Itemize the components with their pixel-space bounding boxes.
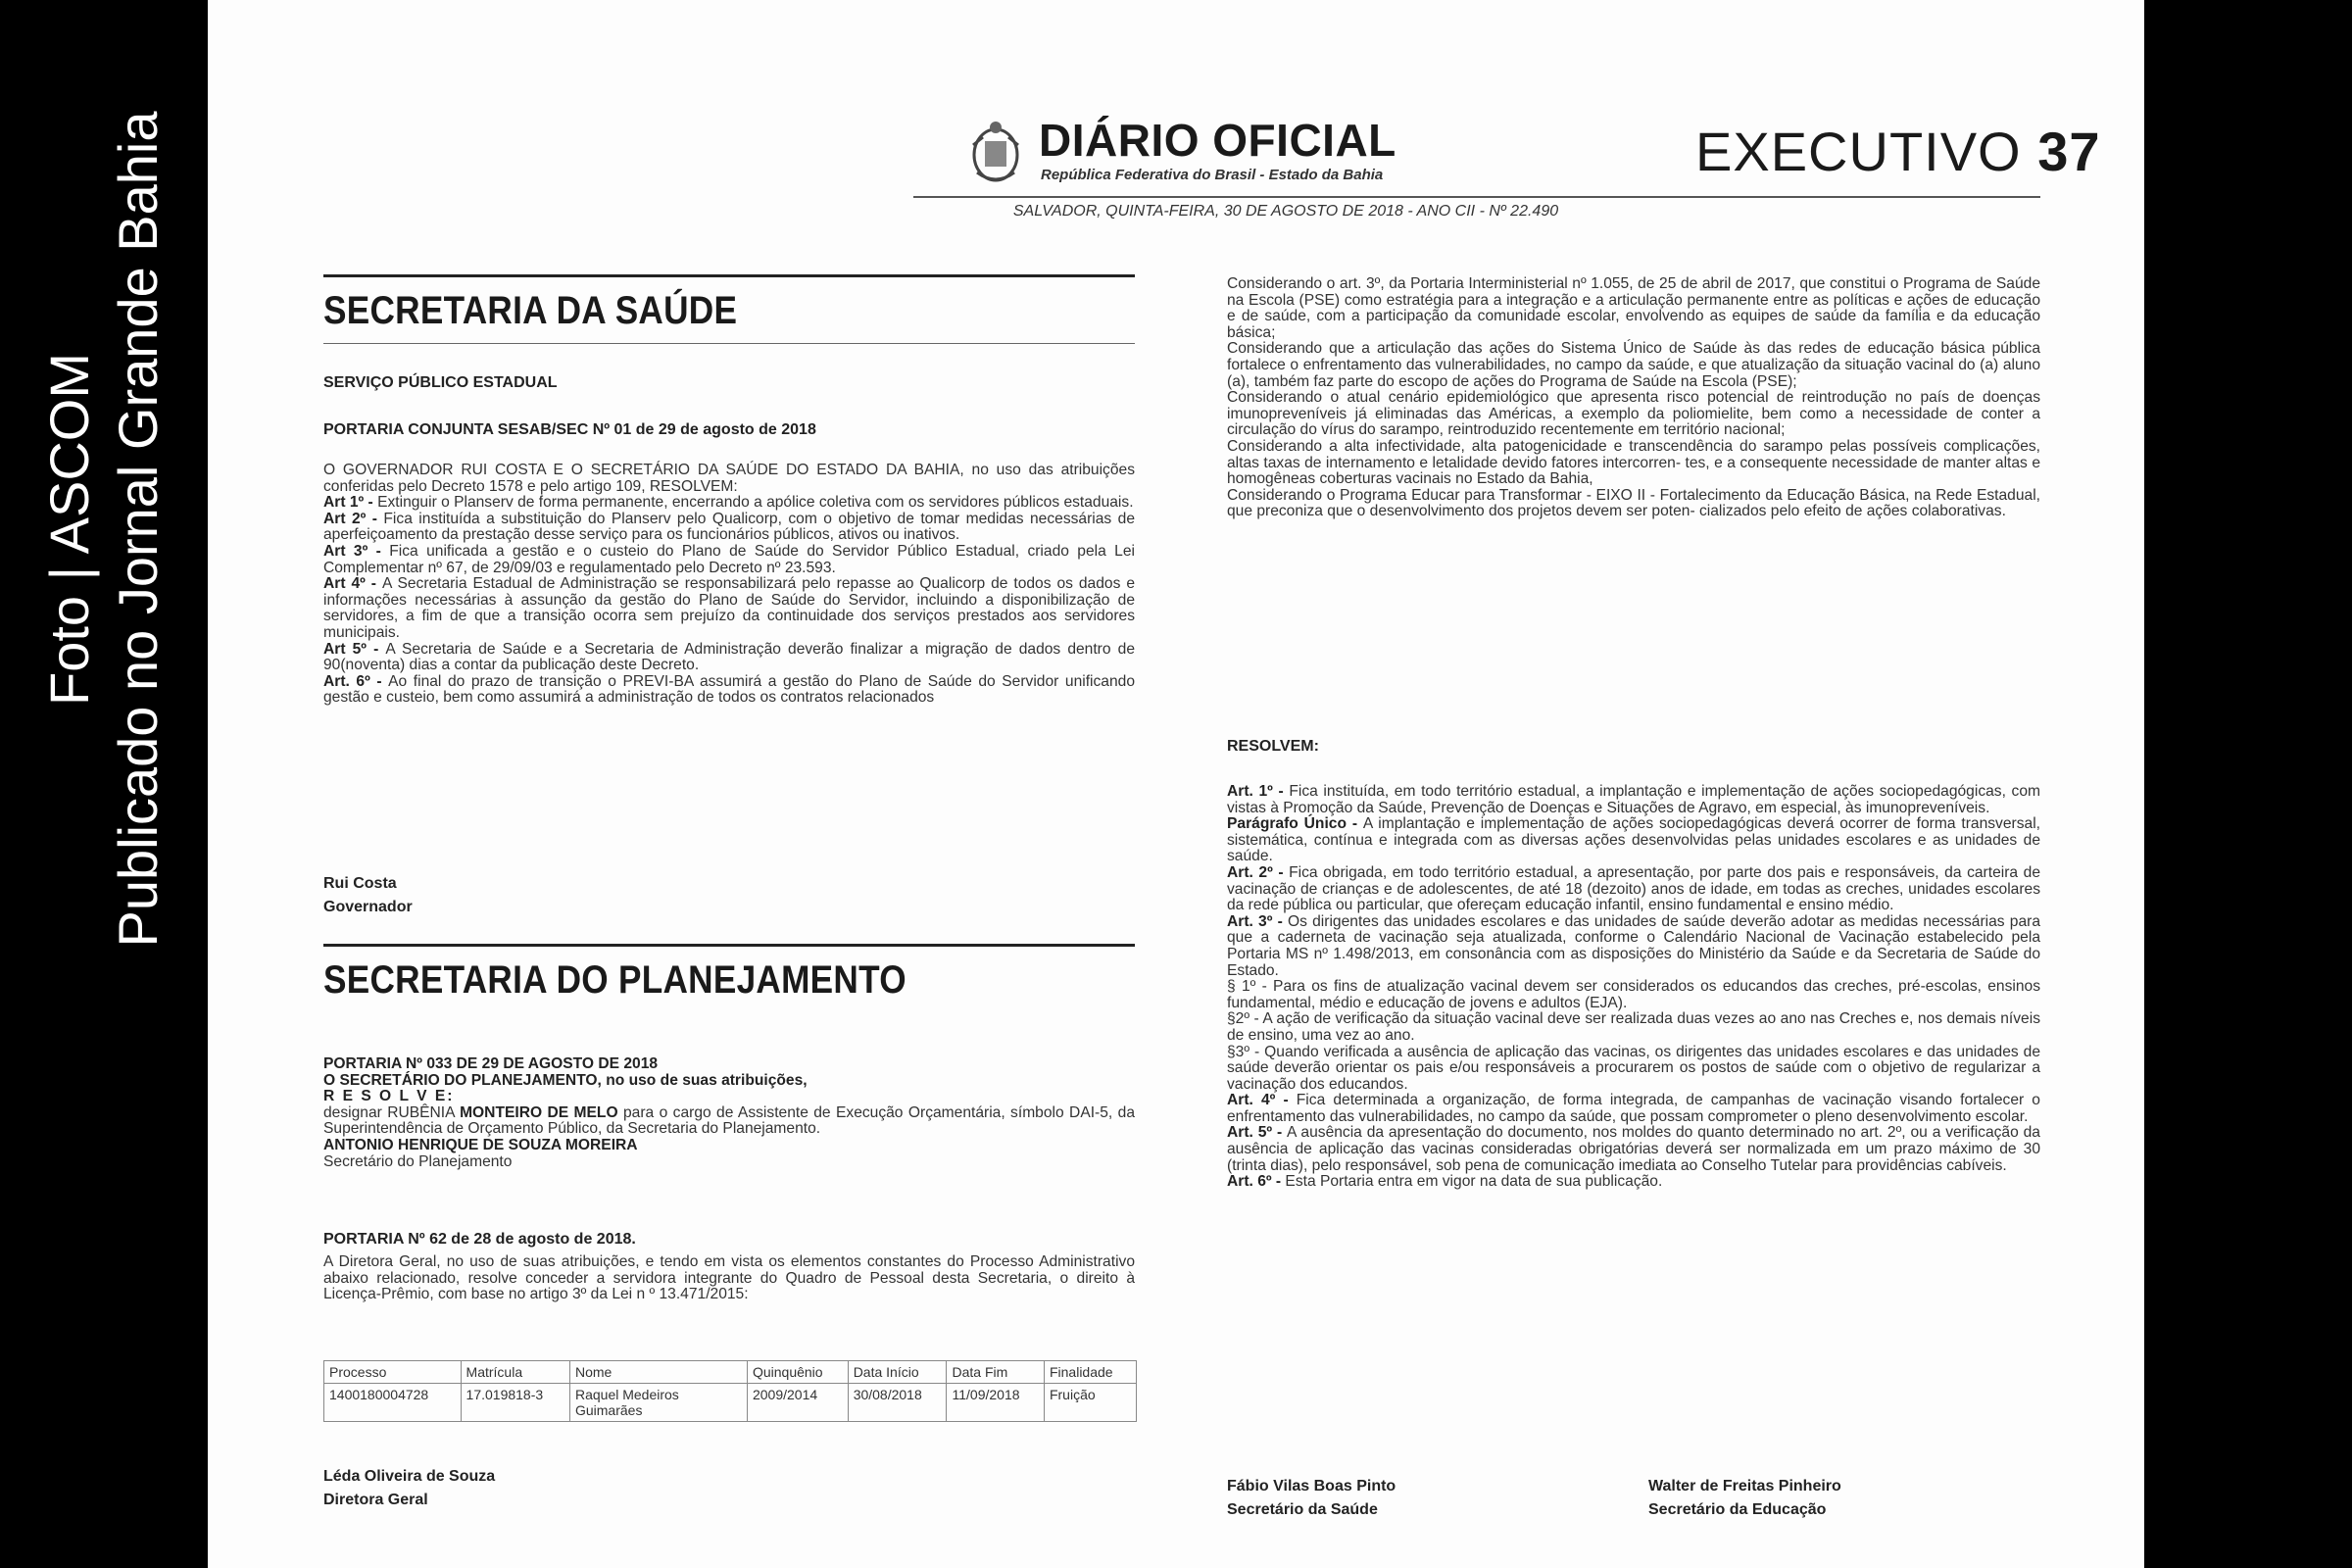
table-header: Quinquênio	[747, 1361, 848, 1384]
portaria-62-heading: PORTARIA Nº 62 de 28 de agosto de 2018.	[323, 1231, 636, 1248]
portaria-62-body: A Diretora Geral, no uso de suas atribuições, e tendo em vista os elementos constantes do Processo Administrativo abaixo relacionado, resolve conceder a servidora integrante do Quadro de Pessoal desta Secretaria, o direito à Licença-Prêmio, com base no artigo 3º da Lei n º 13.471/2015:	[323, 1253, 1135, 1303]
p1-signer-role: Secretário do Planejamento	[323, 1152, 513, 1170]
newspaper-page	[208, 0, 2144, 1568]
masthead-subtitle: República Federativa do Brasil - Estado da Bahia	[1041, 167, 1384, 183]
table-header: Processo	[324, 1361, 462, 1384]
signer2-name: Walter de Freitas Pinheiro	[1648, 1478, 1841, 1494]
planejamento-p1	[323, 1056, 1135, 1170]
masthead-section	[1695, 120, 2100, 183]
table-header-row	[324, 1361, 1137, 1384]
page-number: 37	[2037, 121, 2101, 182]
article: Art 4º - A Secretaria Estadual de Administração se responsabilizará pelo repasse ao Qualicorp de todos os dados e informações necessárias à assunção da gestão do Plano de Saúde do Servidor, incluindo a disponibilização de servidores, a fim de que a transição ocorra sem prejuízo da continuidade dos serviços prestados aos servidores municipais.	[323, 575, 1135, 641]
service-label: SERVIÇO PÚBLICO ESTADUAL	[323, 374, 558, 391]
secretario-line: O SECRETÁRIO DO PLANEJAMENTO, no uso de suas atribuições,	[323, 1071, 808, 1089]
table-cell: Fruição	[1044, 1384, 1136, 1422]
credit-line-2: Publicado no Jornal Grande Bahia	[107, 111, 169, 948]
article: Art 3º - Fica unificada a gestão e o custeio do Plano de Saúde do Servidor Público Estadual, criado pela Lei Complementar nº 67, de 29/09/03 e regulamentado pelo Decreto nº 23.593.	[323, 542, 1135, 576]
table-cell: 2009/2014	[747, 1384, 848, 1422]
considerando: Considerando o atual cenário epidemiológico que apresenta risco potencial de reintrodução no país de doenças imunopreveníveis já eliminadas das Américas, a exemplo da poliomielite, bem como a necessidade de conter a circulação do vírus do sarampo, reintroduzido recentemente em território nacional;	[1227, 389, 2040, 439]
portaria-033-heading: PORTARIA Nº 033 DE 29 DE AGOSTO DE 2018	[323, 1055, 659, 1072]
coat-of-arms-icon	[967, 116, 1024, 186]
designation-paragraph: designar RUBÊNIA MONTEIRO DE MELO para o cargo de Assistente de Execução Orçamentária, símbolo DAI-5, da Superintendência de Orçamento Público, da Secretaria do Planejamento.	[323, 1103, 1135, 1138]
article: Art. 2º - Fica obrigada, em todo território estadual, a apresentação, por parte dos pais e responsáveis, da carteira de vacinação de crianças e de adolescentes, de até 18 (dezoito) anos de idade, em todas as creches, unidades escolares da rede pública ou particular, que ofereçam educação infantil, ensino fundamental e ensino médio.	[1227, 863, 2040, 914]
intro-paragraph: O GOVERNADOR RUI COSTA E O SECRETÁRIO DA SAÚDE DO ESTADO DA BAHIA, no uso das atribuições conferidas pelo Decreto 1578 e pelo artigo 109, RESOLVEM:	[323, 462, 1135, 495]
section-title-planejamento: SECRETARIA DO PLANEJAMENTO	[323, 958, 906, 1002]
credit-line-1: Foto | ASCOM	[38, 353, 100, 706]
article: §3º - Quando verificada a ausência de aplicação das vacinas, os dirigentes das unidades escolares e das unidades de saúde deverão orientar os pais e/ou responsáveis a procurarem os postos de saúde com o objetivo de regularizar a vacinação dos educandos.	[1227, 1043, 2040, 1093]
table-cell: 30/08/2018	[848, 1384, 947, 1422]
article: Art. 1º - Fica instituída, em todo território estadual, a implantação e implementação de ações sociopedagógicas, com vistas à Promoção da Saúde, Prevenção de Doenças e Situações de Agravo, em especial, às imunopreveníveis.	[1227, 783, 2041, 816]
article: Art. 4º - Fica determinada a organização, de forma integrada, de campanhas de vacinação visando fortalecer o enfrentamento das vulnerabilidades, no campo da saúde, que possam comprometer o pleno desenvolvimento escolar.	[1227, 1092, 2040, 1125]
signer2-role: Secretário da Educação	[1648, 1501, 1827, 1518]
table-cell: Raquel Medeiros Guimarães	[569, 1384, 747, 1422]
considerandos	[1227, 276, 2040, 520]
article: Art. 6º - Esta Portaria entra em vigor na data de sua publicação.	[1227, 1173, 1663, 1191]
table-header: Matrícula	[461, 1361, 569, 1384]
article: Art. 6º - Ao final do prazo de transição o PREVI-BA assumirá a gestão do Plano de Saúde do Servidor unificando gestão e custeio, bem como assumirá a administração de todos os contratos relacionados	[323, 672, 1136, 707]
signer-role: Governador	[323, 899, 413, 915]
signer1-role: Secretário da Saúde	[1227, 1501, 1378, 1518]
considerando: Considerando o Programa Educar para Transformar - EIXO II - Fortalecimento da Educação Básica, na Rede Estadual, que preconiza que o desenvolvimento dos projetos devem ser poten- cializados pelo efeito de ações colaborativas.	[1227, 486, 2040, 520]
table-cell: 1400180004728	[324, 1384, 462, 1422]
article: Art 2º - Fica instituída a substituição do Planserv pelo Qualicorp, com o objetivo de tomar medidas necessárias de aperfeiçoamento da prestação desse serviço para os funcionários públicos, ativos ou inativos.	[323, 510, 1135, 544]
considerando: Considerando que a articulação das ações do Sistema Único de Saúde às das redes de educação básica pública fortalece o enfrentamento das vulnerabilidades, no campo da saúde, e que atualização da situação vacinal do (a) aluno (a), também faz parte do escopo de ações do Programa de Saúde na Escola (PSE);	[1227, 340, 2040, 390]
section-rule	[323, 274, 1135, 277]
right-articles	[1227, 784, 2040, 1191]
table-header: Data Início	[848, 1361, 947, 1384]
saude-body	[323, 463, 1135, 707]
signer-name: Rui Costa	[323, 875, 397, 892]
article: § 1º - Para os fins de atualização vacinal devem ser considerados os educandos das creches, pré-escolas, ensinos fundamental, médio e educação de jovens e adultos (EJA).	[1227, 978, 2040, 1011]
article: Parágrafo Único - A implantação e implementação de ações sociopedagógicas deverá ocorrer de forma transversal, sistemática, contínua e integrada com as diversas ações desenvolvidas pelas unidades escolares e as unidades de saúde.	[1227, 815, 2040, 865]
table-row	[324, 1384, 1137, 1422]
article: Art. 5º - A ausência da apresentação do documento, nos moldes do quanto determinado no art. 2º, ou a verificação da ausência de aplicação das vacinas consideradas obrigatórias deverá ser normalizada em um prazo máximo de 30 (trinta dias), pelo responsável, sob pena de comunicação imediata ao Conselho Tutelar para providências cabíveis.	[1227, 1124, 2040, 1174]
article: Art 1º - Extinguir o Planserv de forma permanente, encerrando a apólice coletiva com os servidores públicos estaduais.	[323, 494, 1134, 512]
resolvem-label: RESOLVEM:	[1227, 738, 1319, 755]
licenca-table	[323, 1360, 1137, 1422]
masthead-title: DIÁRIO OFICIAL	[1039, 115, 1396, 166]
table-cell: 11/09/2018	[947, 1384, 1044, 1422]
article: §2º - A ação de verificação da situação vacinal deve ser realizada duas vezes ao ano nas Creches e, nos demais níveis de ensino, uma vez ao ano.	[1227, 1010, 2040, 1044]
photo-credit	[35, 39, 172, 1019]
table-header: Finalidade	[1044, 1361, 1136, 1384]
table-header: Nome	[569, 1361, 747, 1384]
section-title-saude: SECRETARIA DA SAÚDE	[323, 289, 738, 332]
p2-signer-role: Diretora Geral	[323, 1492, 428, 1508]
section-underline	[323, 343, 1135, 344]
table-header: Data Fim	[947, 1361, 1044, 1384]
masthead-rule	[913, 196, 2040, 198]
article: Art. 3º - Os dirigentes das unidades escolares e das unidades de saúde deverão adotar as medidas necessárias para que a caderneta de vacinação seja atualizada, conforme o Calendário Nacional de Vacinação estabelecido pela Portaria MS nº 1.498/2013, em consonância com as disposições do Ministério da Saúde e da Secretaria de Saúde do Estado.	[1227, 912, 2040, 979]
considerando: Considerando a alta infectividade, alta patogenicidade e transcendência do sarampo pelas possíveis complicações, altas taxas de internamento e letalidade devido fatores intercorren- tes, e a consequente necessidade de manter altas e homogêneas coberturas vacinais no Estado da Bahia,	[1227, 437, 2040, 488]
article: Art 5º - A Secretaria de Saúde e a Secretaria de Administração deverão finalizar a migração de dados dentro de 90(noventa) dias a contar da publicação deste Decreto.	[323, 640, 1135, 674]
section-rule	[323, 944, 1135, 947]
p1-signer: ANTONIO HENRIQUE DE SOUZA MOREIRA	[323, 1136, 638, 1153]
table-cell: 17.019818-3	[461, 1384, 569, 1422]
dateline: SALVADOR, QUINTA-FEIRA, 30 DE AGOSTO DE 2018 - ANO CII - Nº 22.490	[1012, 203, 1559, 220]
photo-credit-strip	[0, 0, 208, 1568]
section-word: EXECUTIVO	[1695, 121, 2022, 182]
resolve-label: R E S O L V E:	[323, 1088, 455, 1105]
signer1-name: Fábio Vilas Boas Pinto	[1227, 1478, 1396, 1494]
portaria-heading: PORTARIA CONJUNTA SESAB/SEC Nº 01 de 29 de agosto de 2018	[323, 421, 816, 438]
p2-signer: Léda Oliveira de Souza	[323, 1468, 496, 1485]
considerando: Considerando o art. 3º, da Portaria Interministerial nº 1.055, de 25 de abril de 2017, que constitui o Programa de Saúde na Escola (PSE) como estratégia para a integração e a articulação permanente entre as políticas e ações de educação e de saúde, com a participação da comunidade escolar, envolvendo as equipes de saúde da família e da educação básica;	[1227, 275, 2040, 341]
